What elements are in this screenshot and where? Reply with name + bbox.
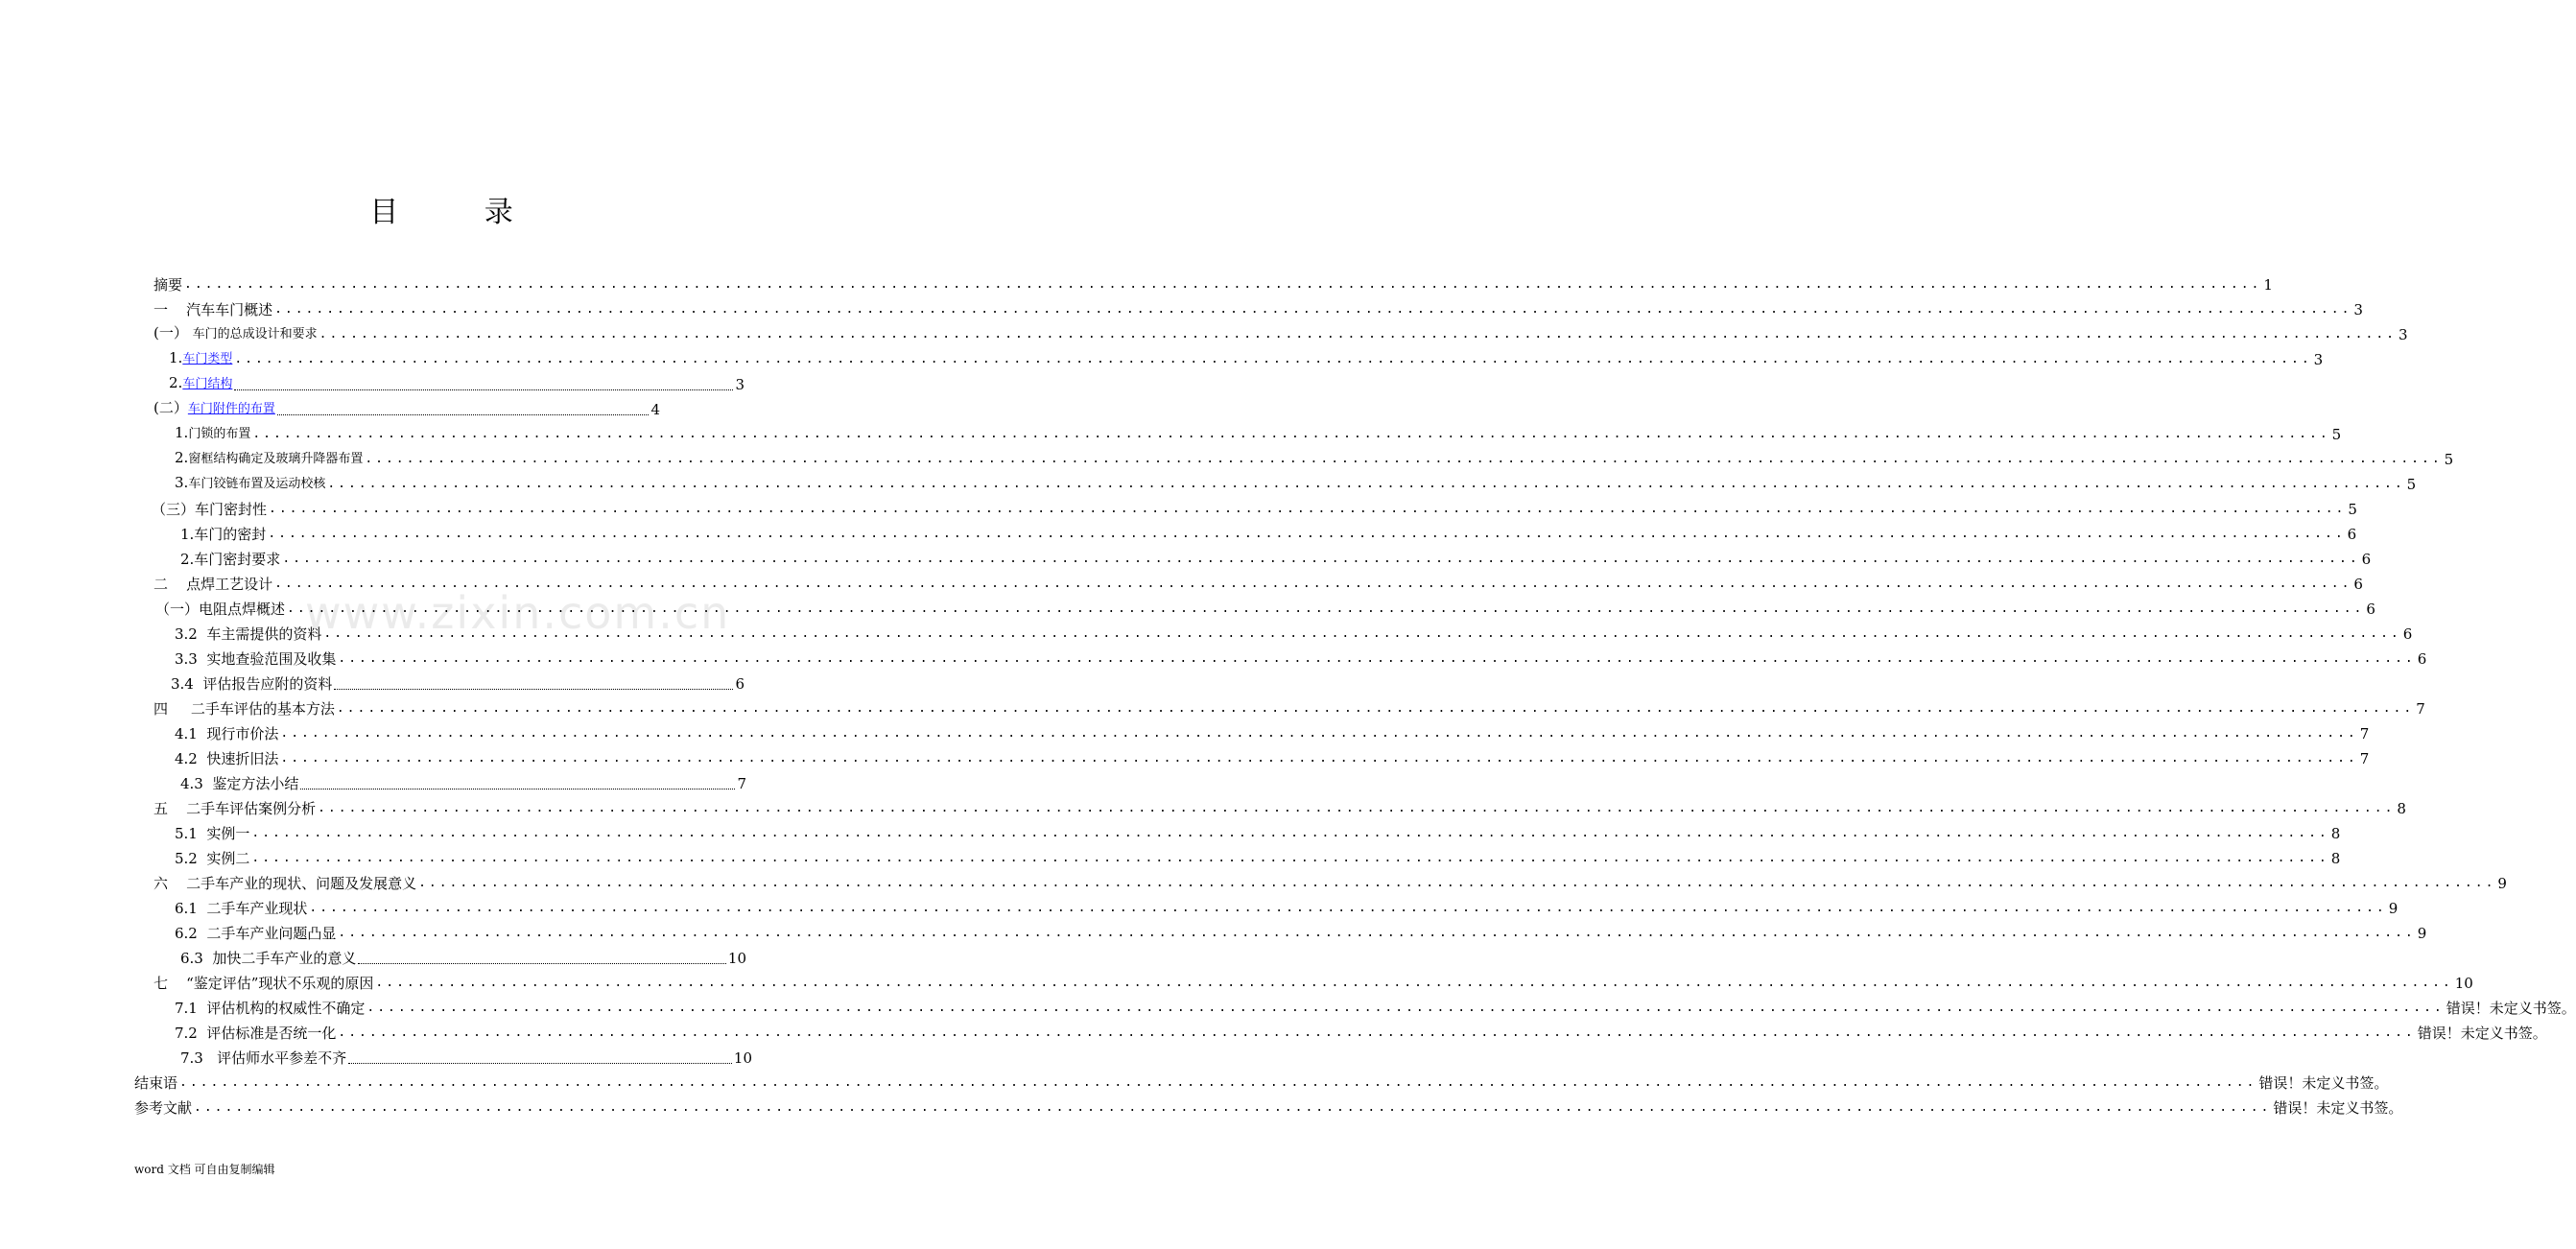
dot-leader: ........................................................................................................................................................................................................ bbox=[179, 1075, 2257, 1090]
toc-label: 摘要 bbox=[154, 276, 183, 294]
toc-page: 3 bbox=[735, 376, 744, 393]
dot-leader: ........................................................................................................................................................................................................ bbox=[365, 452, 2443, 466]
dot-leader: ........................................................................................................................................................................................................ bbox=[280, 726, 2358, 741]
toc-prefix: 2. bbox=[175, 449, 189, 466]
toc-label: 3.4 评估报告应附的资料 bbox=[171, 675, 333, 693]
toc-label: 1.车门的密封 bbox=[180, 526, 267, 543]
toc-entry-1-2[interactable] bbox=[154, 397, 660, 418]
toc-entry-7-3[interactable] bbox=[180, 1046, 752, 1067]
toc-label: 五 二手车评估案例分析 bbox=[154, 800, 317, 817]
toc-label: 六 二手车产业的现状、问题及发展意义 bbox=[154, 875, 417, 892]
dot-leader: ........................................................................................................................................................................................................ bbox=[251, 851, 2329, 865]
dot-leader: ........................................................................................................................................................................................................ bbox=[234, 352, 2312, 366]
toc-label: 7.1 评估机构的权威性不确定 bbox=[175, 1000, 366, 1017]
toc-page: 8 bbox=[2330, 825, 2341, 842]
toc-prefix: 1. bbox=[175, 424, 189, 441]
toc-page: 7 bbox=[2359, 750, 2370, 767]
toc-label: 2.车门密封要求 bbox=[180, 551, 281, 568]
toc-entry-1-1-1[interactable] bbox=[169, 347, 2324, 368]
toc-entry-1-3[interactable] bbox=[152, 497, 2357, 518]
toc-entry-3-3[interactable] bbox=[175, 647, 2427, 668]
dot-leader: ........................................................................................................................................................................................................ bbox=[338, 651, 2416, 666]
toc-entry-1-1-2[interactable] bbox=[169, 372, 744, 393]
toc-entry-conclusion[interactable] bbox=[134, 1071, 2389, 1092]
toc-entry-chapter-7[interactable] bbox=[154, 971, 2473, 992]
toc-page: 6 bbox=[2366, 601, 2375, 618]
toc-label: 5.2 实例二 bbox=[175, 850, 250, 867]
toc-label: 6.2 二手车产业问题凸显 bbox=[175, 925, 337, 942]
toc-page: 错误！未定义书签。 bbox=[2273, 1099, 2403, 1117]
toc-entry-1-2-3[interactable] bbox=[175, 472, 2417, 493]
toc-label: 6.3 加快二手车产业的意义 bbox=[180, 950, 357, 967]
toc-page: 8 bbox=[2330, 850, 2341, 867]
toc-entry-6-2[interactable] bbox=[175, 921, 2427, 942]
dot-leader: ........................................................................................................................................................................................................ bbox=[274, 577, 2352, 591]
toc-page: 6 bbox=[2417, 650, 2427, 668]
dot-leader bbox=[300, 788, 735, 789]
toc-link-door-type[interactable]: 车门类型 bbox=[182, 352, 233, 366]
dot-leader: ........................................................................................................................................................................................................ bbox=[309, 901, 2387, 915]
toc-page: 6 bbox=[2361, 551, 2372, 568]
dot-leader: ........................................................................................................................................................................................................ bbox=[184, 277, 2262, 292]
toc-page: 7 bbox=[737, 775, 746, 792]
toc-page: 9 bbox=[2417, 925, 2427, 942]
toc-entry-1-1[interactable] bbox=[154, 322, 2408, 343]
dot-leader bbox=[277, 413, 650, 415]
dot-leader bbox=[358, 962, 726, 964]
toc-entry-abstract[interactable] bbox=[154, 272, 2273, 294]
toc-page: 5 bbox=[2331, 426, 2342, 443]
toc-entry-1-3-2[interactable] bbox=[180, 547, 2372, 568]
toc-label: 4.2 快速折旧法 bbox=[175, 750, 279, 767]
toc-entry-6-1[interactable] bbox=[175, 896, 2399, 917]
dot-leader: ........................................................................................................................................................................................................ bbox=[282, 552, 2360, 566]
dot-leader: ........................................................................................................................................................................................................ bbox=[323, 626, 2401, 641]
dot-leader bbox=[234, 389, 733, 390]
dot-leader: ........................................................................................................................................................................................................ bbox=[418, 876, 2496, 890]
toc-page: 1 bbox=[2263, 276, 2273, 294]
toc-page: 10 bbox=[2454, 975, 2473, 992]
toc-page: 3 bbox=[2353, 301, 2363, 318]
toc-label: 门锁的布置 bbox=[188, 427, 251, 441]
toc-label: 车门铰链布置及运动校核 bbox=[188, 477, 326, 491]
toc-title: 目 录 bbox=[369, 196, 552, 229]
toc-entry-chapter-4[interactable] bbox=[154, 696, 2425, 718]
dot-leader: ........................................................................................................................................................................................................ bbox=[338, 1025, 2416, 1040]
toc-entry-3-4[interactable] bbox=[171, 672, 744, 693]
dot-leader: ........................................................................................................................................................................................................ bbox=[287, 601, 2365, 616]
toc-entry-5-1[interactable] bbox=[175, 821, 2341, 842]
toc-page: 错误！未定义书签。 bbox=[2446, 1000, 2576, 1017]
dot-leader: ........................................................................................................................................................................................................ bbox=[280, 751, 2358, 766]
toc-label: 一 汽车车门概述 bbox=[154, 301, 273, 318]
toc-page: 3 bbox=[2313, 351, 2324, 368]
dot-leader: ........................................................................................................................................................................................................ bbox=[268, 527, 2346, 541]
toc-prefix: 1. bbox=[169, 349, 183, 366]
toc-label: 3.3 实地查验范围及收集 bbox=[175, 650, 337, 668]
toc-label: 二 点焊工艺设计 bbox=[154, 576, 273, 593]
toc-entry-chapter-2[interactable] bbox=[154, 572, 2363, 593]
toc-label: 参考文献 bbox=[134, 1099, 193, 1117]
toc-page: 错误！未定义书签。 bbox=[2417, 1025, 2547, 1042]
toc-entry-7-2[interactable] bbox=[175, 1021, 2547, 1042]
toc-entry-3-2[interactable] bbox=[175, 622, 2413, 643]
dot-leader bbox=[348, 1062, 732, 1064]
toc-link-door-accessories[interactable]: 车门附件的布置 bbox=[187, 402, 275, 416]
watermark: www.zixin.com.cn bbox=[305, 587, 731, 639]
toc-page: 9 bbox=[2497, 875, 2507, 892]
toc-page: 4 bbox=[650, 401, 660, 418]
toc-entry-chapter-1[interactable] bbox=[154, 297, 2363, 318]
toc-label: 6.1 二手车产业现状 bbox=[175, 900, 308, 917]
toc-label: 7.3 评估师水平参差不齐 bbox=[180, 1049, 347, 1067]
dot-leader: ........................................................................................................................................................................................................ bbox=[194, 1100, 2272, 1115]
toc-page: 错误！未定义书签。 bbox=[2258, 1074, 2389, 1092]
toc-label: 4.3 鉴定方法小结 bbox=[180, 775, 299, 792]
toc-entry-7-1[interactable] bbox=[175, 996, 2576, 1017]
toc-page: 6 bbox=[2347, 526, 2357, 543]
toc-entry-4-2[interactable] bbox=[175, 746, 2370, 767]
dot-leader: ........................................................................................................................................................................................................ bbox=[251, 826, 2329, 840]
dot-leader: ........................................................................................................................................................................................................ bbox=[252, 427, 2330, 441]
toc-label: 3.2 车主需提供的资料 bbox=[175, 625, 322, 643]
toc-label: （三）车门密封性 bbox=[152, 501, 268, 518]
dot-leader: ........................................................................................................................................................................................................ bbox=[375, 976, 2453, 990]
toc-entry-1-2-2[interactable] bbox=[175, 447, 2454, 468]
toc-page: 5 bbox=[2406, 476, 2417, 493]
dot-leader: ........................................................................................................................................................................................................ bbox=[327, 477, 2405, 491]
toc-label: 7.2 评估标准是否统一化 bbox=[175, 1025, 337, 1042]
toc-entry-2-1[interactable] bbox=[155, 597, 2375, 618]
toc-label: 4.1 现行市价法 bbox=[175, 725, 279, 742]
toc-label: 四 二手车评估的基本方法 bbox=[154, 700, 335, 718]
toc-label: 车门的总成设计和要求 bbox=[192, 327, 318, 342]
toc-entry-chapter-5[interactable] bbox=[154, 796, 2406, 817]
toc-page: 5 bbox=[2444, 451, 2454, 468]
toc-page: 6 bbox=[2353, 576, 2363, 593]
dot-leader bbox=[334, 688, 733, 690]
toc-prefix: (一） bbox=[154, 324, 188, 342]
toc-entry-5-2[interactable] bbox=[175, 846, 2341, 867]
toc-page: 7 bbox=[2416, 700, 2425, 718]
toc-page: 3 bbox=[2399, 326, 2408, 343]
dot-leader: ........................................................................................................................................................................................................ bbox=[274, 302, 2352, 317]
toc-label: 七 “鉴定评估”现状不乐观的原因 bbox=[154, 975, 374, 992]
toc-page: 9 bbox=[2388, 900, 2399, 917]
toc-page: 5 bbox=[2348, 501, 2357, 518]
toc-prefix: (二） bbox=[154, 399, 188, 416]
dot-leader: ........................................................................................................................................................................................................ bbox=[269, 502, 2347, 516]
dot-leader: ........................................................................................................................................................................................................ bbox=[336, 701, 2415, 716]
toc-page: 6 bbox=[2402, 625, 2413, 643]
dot-leader: ........................................................................................................................................................................................................ bbox=[366, 1001, 2445, 1015]
toc-label: （一）电阻点焊概述 bbox=[155, 601, 286, 618]
toc-label: 窗框结构确定及玻璃升降器布置 bbox=[188, 452, 364, 466]
toc-page: 10 bbox=[733, 1049, 752, 1067]
toc-prefix: 3. bbox=[175, 474, 189, 491]
toc-entry-chapter-6[interactable] bbox=[154, 871, 2507, 892]
footer-note: word 文档 可自由复制编辑 bbox=[134, 1163, 275, 1176]
toc-page: 6 bbox=[735, 675, 744, 693]
toc-page: 10 bbox=[727, 950, 746, 967]
toc-entry-1-2-1[interactable] bbox=[175, 422, 2342, 443]
toc-entry-references[interactable] bbox=[134, 1096, 2403, 1117]
toc-entry-4-1[interactable] bbox=[175, 721, 2370, 742]
toc-entry-4-3[interactable] bbox=[180, 771, 746, 792]
dot-leader: ........................................................................................................................................................................................................ bbox=[318, 801, 2396, 815]
toc-entry-6-3[interactable] bbox=[180, 946, 746, 967]
toc-link-door-structure[interactable]: 车门结构 bbox=[182, 377, 233, 391]
dot-leader: ........................................................................................................................................................................................................ bbox=[338, 926, 2416, 940]
toc-page: 7 bbox=[2359, 725, 2370, 742]
toc-page: 8 bbox=[2397, 800, 2406, 817]
toc-entry-1-3-1[interactable] bbox=[180, 522, 2357, 543]
toc-prefix: 2. bbox=[169, 374, 183, 391]
toc-label: 5.1 实例一 bbox=[175, 825, 250, 842]
toc-label: 结束语 bbox=[134, 1074, 178, 1092]
dot-leader: ........................................................................................................................................................................................................ bbox=[319, 327, 2397, 342]
